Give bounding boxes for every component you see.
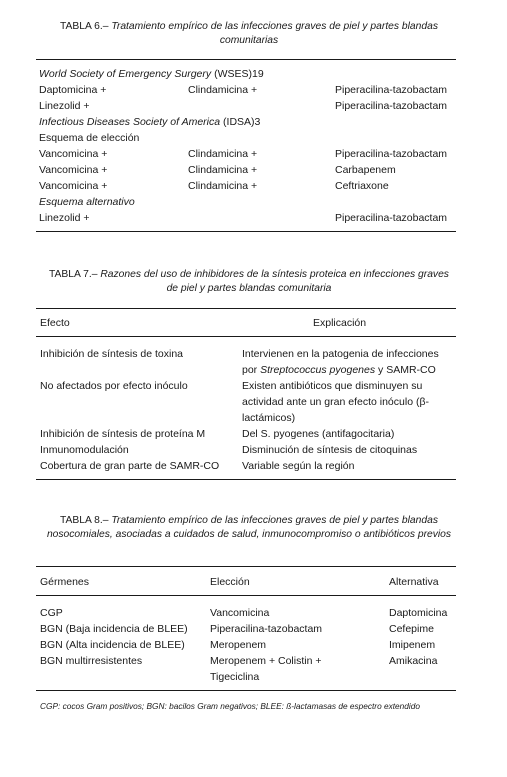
t8-head-choice: Elección — [210, 576, 250, 588]
t6-g2-row1-c1: Vancomicina + — [39, 148, 108, 160]
table8-caption — [36, 514, 462, 542]
table8-top-rule — [36, 566, 456, 567]
t7-head-effect: Efecto — [40, 317, 70, 329]
t8-r4-choice: Meropenem + Colistin + Tigeciclina — [210, 655, 322, 683]
t8-r2-choice: Piperacilina-tazobactam — [210, 623, 323, 635]
table7-label: TABLA 7.– — [49, 269, 98, 280]
t6-g2-subtitle: Esquema de elección — [39, 132, 140, 144]
t7-r4-effect: Inmunomodulación — [40, 444, 129, 456]
t6-g3-row1-c1: Linezolid + — [39, 212, 90, 224]
table6-caption-text: Tratamiento empírico de las infecciones graves de piel y partes blandas comunitarias — [111, 21, 438, 46]
t8-r3-choice: Meropenem — [210, 639, 267, 651]
table7-bottom-rule — [36, 479, 456, 480]
t6-g2-row2-c2: Clindamicina + — [188, 164, 258, 176]
t8-r2-alt: Cefepime — [389, 623, 434, 635]
table8-bottom-rule — [36, 690, 456, 691]
table8-footnote: CGP: cocos Gram positivos; BGN: bacilos Gram negativos; BLEE: ß-lactamasas de espectro extendido — [40, 701, 420, 711]
t8-r1-choice: Vancomicina — [210, 607, 270, 619]
t7-r2-effect: No afectados por efecto inóculo — [40, 380, 188, 392]
t6-g1-row1-c1: Daptomicina + — [39, 84, 107, 96]
table6-top-rule — [36, 59, 456, 60]
t6-g2-row3-c3: Ceftriaxone — [335, 180, 389, 192]
t8-r1-germ: CGP — [40, 607, 63, 619]
t7-r5-expl: Variable según la región — [242, 460, 355, 472]
t7-r3-effect: Inhibición de síntesis de proteína M — [40, 428, 206, 440]
table8-header-rule — [36, 595, 456, 596]
t6-g3-subtitle: Esquema alternativo — [39, 196, 135, 208]
t8-r2-germ: BGN (Baja incidencia de BLEE) — [40, 623, 188, 635]
t8-r1-alt: Daptomicina — [389, 607, 448, 619]
t8-r4-germ: BGN multirresistentes — [40, 655, 143, 667]
t8-r4-alt: Amikacina — [389, 655, 438, 667]
t8-head-germ: Gérmenes — [40, 576, 90, 588]
t7-head-expl: Explicación — [313, 317, 367, 329]
t6-g3-row1-c3: Piperacilina-tazobactam — [335, 212, 448, 224]
t8-r3-germ: BGN (Alta incidencia de BLEE) — [40, 639, 185, 651]
t6-group2-title: Infectious Diseases Society of America (IDSA)3 — [39, 116, 261, 128]
t7-r5-effect: Cobertura de gran parte de SAMR-CO — [40, 460, 220, 472]
table7-header-rule — [36, 336, 456, 337]
t6-group1-title: World Society of Emergency Surgery (WSES)19 — [39, 68, 264, 80]
t7-r1-effect: Inhibición de síntesis de toxina — [40, 348, 184, 360]
table6-bottom-rule — [36, 231, 456, 232]
t6-g2-row2-c3: Carbapenem — [335, 164, 396, 176]
t6-g1-row1-c3: Piperacilina-tazobactam — [335, 84, 448, 96]
t6-g2-row2-c1: Vancomicina + — [39, 164, 108, 176]
t6-g1-row2-c3: Piperacilina-tazobactam — [335, 100, 448, 112]
t8-r3-alt: Imipenem — [389, 639, 436, 651]
t6-g1-row2-c1: Linezolid + — [39, 100, 90, 112]
table7-caption-text: Razones del uso de inhibidores de la síntesis proteica en infecciones graves de piel y partes blandas comunitaria — [100, 269, 449, 294]
t6-g1-row1-c2: Clindamicina + — [188, 84, 258, 96]
table8-label: TABLA 8.– — [60, 515, 109, 526]
t6-g2-row3-c2: Clindamicina + — [188, 180, 258, 192]
table6-label: TABLA 6.– — [60, 21, 109, 32]
t7-r1-expl: Intervienen en la patogenia de infecciones por Streptococcus pyogenes y SAMR-CO — [242, 348, 439, 376]
t6-g2-row1-c3: Piperacilina-tazobactam — [335, 148, 448, 160]
t6-g2-row3-c1: Vancomicina + — [39, 180, 108, 192]
t6-g2-row1-c2: Clindamicina + — [188, 148, 258, 160]
t7-r2-expl: Existen antibióticos que disminuyen su actividad ante un gran efecto inóculo (β-lactámicos) — [242, 380, 429, 424]
table8-caption-text: Tratamiento empírico de las infecciones graves de piel y partes blandas nosocomiales, asociadas a cuidados de salud, inmunocompromiso o antibióticos previos — [46, 515, 452, 540]
t7-r4-expl: Disminución de síntesis de citoquinas — [242, 444, 418, 456]
table7-caption — [42, 268, 456, 296]
table7-top-rule — [36, 308, 456, 309]
t8-head-alt: Alternativa — [389, 576, 439, 588]
t7-r3-expl: Del S. pyogenes (antifagocitaria) — [242, 428, 395, 440]
table6-caption — [36, 20, 462, 48]
